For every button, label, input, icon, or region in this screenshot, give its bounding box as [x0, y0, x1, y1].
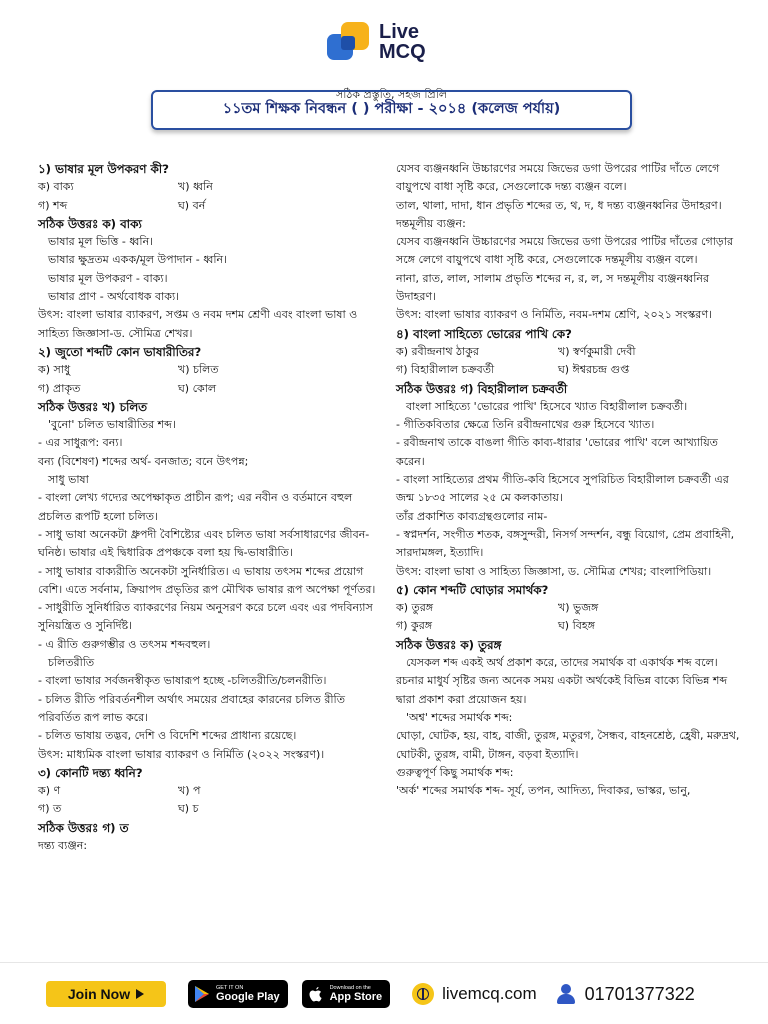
logo-line2: MCQ: [379, 41, 426, 63]
explanation-line: যেসকল শব্দ একই অর্থ প্রকাশ করে, তাদের সমার্থক বা একার্থক শব্দ বলে।: [406, 656, 718, 670]
question-3: ৩) কোনটি দন্ত্য ধ্বনি?: [38, 765, 143, 780]
explanation-line: ভাষার মূল ভিত্তি - ধ্বনি।: [48, 235, 154, 249]
source-line: উৎস: মাধ্যমিক বাংলা ভাষার ব্যাকরণ ও নির্মিতি (২০২২ সংস্করণ)।: [38, 747, 325, 761]
explanation-line: - বাংলা সাহিত্যের প্রথম গীতি-কবি হিসেবে সুপরিচিত বিহারীলাল চক্রবর্তী এর জন্ম ১৮৩৫ সালের ২৫ মে কলকাতায়।: [396, 473, 729, 505]
question-1: ১) ভাষার মূল উপকরণ কী?: [38, 162, 169, 176]
google-play-icon: [194, 986, 210, 1002]
google-play-small: GET IT ON: [216, 985, 244, 991]
explanation-line: তাঁর প্রকাশিত কাব্যগ্রন্থগুলোর নাম-: [396, 509, 548, 523]
subheading: সাধু ভাষা: [48, 473, 89, 487]
explanation-line: বন্য (বিশেষণ) শব্দের অর্থ- বনজাত; বনে উৎপন্ন;: [38, 454, 249, 468]
google-play-big: Google Play: [216, 991, 280, 1003]
option-a: ক) তুরঙ্গ: [396, 601, 434, 615]
explanation-line: দন্ত্য ব্যঞ্জন:: [38, 838, 88, 852]
explanation-line: - চলিত ভাষায় তদ্ভব, দেশি ও বিদেশি শব্দের প্রাধান্য রয়েছে।: [38, 729, 297, 743]
join-now-label: Join Now: [67, 986, 131, 1002]
explanation-line: 'বুনো' চলিত ভাষারীতির শব্দ।: [48, 418, 176, 432]
subheading: গুরুত্বপূর্ণ কিছু সমার্থক শব্দ:: [396, 765, 514, 779]
subheading: 'অশ্ব' শব্দের সমার্থক শব্দ:: [406, 710, 513, 724]
livemcq-logo: [323, 20, 463, 101]
option-c: গ) শব্দ: [38, 198, 68, 212]
explanation-line: - বাংলা লেখ্য গদ্যের অপেক্ষাকৃত প্রাচীন রূপ; এর নবীন ও বর্তমানে বহুল প্রচলিত রূপটি হলো চলিত।: [38, 491, 353, 523]
option-a: ক) সাধু: [38, 363, 71, 377]
explanation-line: নানা, রাত, লাল, সালাম প্রভৃতি শব্দের ন, র, ল, স দন্তমূলীয় ব্যঞ্জনধ্বনির উদাহরণ।: [396, 271, 710, 304]
question-2: ২) জুতো শব্দটি কোন ভাষারীতির?: [38, 344, 202, 359]
right-column: [396, 160, 746, 800]
answer-4: সঠিক উত্তরঃ গ) বিহারীলাল চক্রবর্তী: [396, 381, 568, 396]
option-d: ঘ) কোল: [178, 381, 217, 395]
option-a: ক) ণ: [38, 784, 61, 798]
logo-text: [379, 22, 426, 62]
subheading: চলিতরীতি: [48, 656, 95, 670]
option-d: ঘ) চ: [178, 802, 199, 816]
explanation-line: - রবীন্দ্রনাথ তাকে বাঙলা গীতি কাব্য-ধারার 'ভোরের পাখি' বলে আখ্যায়িত করেন।: [396, 436, 718, 468]
explanation-line: - স্বপ্নদর্শন, সংগীত শতক, বঙ্গসুন্দরী, নিসর্গ সন্দর্শন, বন্ধু বিয়োগ, প্রেম প্রবাহিনী, সারদামঙ্গল, ইত্যাদি।: [396, 527, 735, 560]
exam-title-box: [151, 90, 632, 130]
question-5-options: [396, 599, 746, 636]
option-c: গ) কুরঙ্গ: [396, 619, 433, 633]
question-4: ৪) বাংলা সাহিত্যে ভোরের পাখি কে?: [396, 326, 572, 341]
explanation-line: - গীতিকবিতার ক্ষেত্রে তিনি রবীন্দ্রনাথের গুরু হিসেবে খ্যাত।: [396, 418, 655, 432]
explanation-line: যেসব ব্যঞ্জনধ্বনি উচ্চারণের সময়ে জিভের ডগা উপরের পাটির দাঁতের গোড়ার সঙ্গে লেগে বায়ুপথে বাধা সৃষ্টি করে, সেগুলোকে দন্তমূলীয় ব্যঞ্জন বলে।: [396, 235, 734, 267]
option-b: খ) স্বর্ণকুমারী দেবী: [558, 344, 636, 358]
globe-icon: [412, 983, 434, 1005]
question-3-options: [38, 782, 378, 819]
explanation-line: তাল, থালা, দাদা, ধান প্রভৃতি শব্দের ত, থ, দ, ধ দন্ত্য ব্যঞ্জনধ্বনির উদাহরণ।: [396, 198, 722, 212]
explanation-line: - বাংলা ভাষার সর্বজনস্বীকৃত ভাষারূপ হচ্ছে -চলিতরীতি/চলনরীতি।: [38, 674, 327, 688]
question-5: ৫) কোন শব্দটি ঘোড়ার সমার্থক?: [396, 582, 549, 597]
option-a: ক) রবীন্দ্রনাথ ঠাকুর: [396, 344, 479, 358]
answer-2: সঠিক উত্তরঃ খ) চলিত: [38, 399, 147, 414]
explanation-line: - চলিত রীতি পরিবর্তনশীল অর্থাৎ সময়ের প্রবাহের কারনের চলিত রীতি পরিবর্তিত রূপ লাভ করে।: [38, 692, 345, 724]
logo-mark-icon: [327, 22, 373, 68]
apple-icon: [308, 986, 324, 1002]
option-d: ঘ) ঈশ্বরচন্দ্র গুপ্ত: [558, 363, 630, 377]
explanation-line: বাংলা সাহিত্যে 'ভোরের পাখি' হিসেবে খ্যাত বিহারীলাল চক্রবর্তী।: [406, 399, 688, 413]
exam-title: ১১তম শিক্ষক নিবন্ধন ( ) পরীক্ষা - ২০১৪ (কলেজ পর্যায়): [222, 101, 561, 117]
option-c: গ) বিহারীলাল চক্রবর্তী: [396, 363, 495, 377]
option-b: খ) ভুজঙ্গ: [558, 601, 599, 615]
option-b: খ) চলিত: [178, 363, 219, 377]
support-agent-icon: [555, 983, 577, 1005]
logo-line1: Live: [379, 21, 420, 43]
explanation-line: রচনার মাধুর্য সৃষ্টির জন্য অনেক সময় একটা অর্থকেই বিভিন্ন বাক্যে বিভিন্ন শব্দ দ্বারা প্রকাশ করা প্রয়োজন হয়।: [396, 674, 728, 706]
page-header: [0, 0, 768, 140]
phone-number[interactable]: 01701377322: [584, 983, 695, 1004]
explanation-line: ঘোড়া, ঘোটক, হয়, বাহ, বাজী, তুরঙ্গ, মতুরগ, সৈন্ধব, বাহনশ্রেষ্ঠ, হ্রেষী, মরুদ্রথ, ঘোটকী, তুরঙ্গ, বামী, টাঙ্গন, বড়বা ইত্যাদি।: [396, 729, 740, 761]
explanation-line: - সাধু ভাষার বাক্যরীতি অনেকটা সুনির্ধারিত। এ ভাষায় তৎসম শব্দের প্রয়োগ বেশি। এতে সর্বনাম, ক্রিয়াপদ প্রভৃতির রূপ মৌখিক ভাষার রূপ অপেক্ষা পূর্ণতর।: [38, 564, 376, 596]
explanation-line: - সাধু ভাষা অনেকটা ধ্রুপদী বৈশিষ্ট্যের এবং চলিত ভাষা সর্বসাধারণের জীবন-ঘনিষ্ঠ। ভাষার এই দ্বিধারিক প্রপঞ্চকে বলা হয় দ্বি-ভাষারীতি।: [38, 527, 370, 560]
subheading: দন্তমূলীয় ব্যঞ্জন:: [396, 216, 466, 230]
explanation-line: ভাষার প্রাণ - অর্থবোধক বাক্য।: [48, 290, 180, 304]
answer-3: সঠিক উত্তরঃ গ) ত: [38, 820, 129, 835]
google-play-button[interactable]: [188, 980, 288, 1008]
page-footer: [0, 962, 768, 1024]
answer-1: সঠিক উত্তরঃ ক) বাক্য: [38, 216, 142, 231]
explanation-line: ভাষার মূল উপকরণ - বাক্য।: [48, 271, 168, 285]
explanation-line: - এর সাধুরূপ: বন্য।: [38, 436, 123, 450]
question-1-options: [38, 178, 378, 215]
option-c: গ) ত: [38, 802, 62, 816]
explanation-line: - সাধুরীতি সুনির্ধারিত ব্যাকরণের নিয়ম অনুসরণ করে চলে এবং এর পদবিন্যাস সুনিয়ন্ত্রিত ও সুনির্দিষ্ট।: [38, 601, 373, 633]
app-store-button[interactable]: [302, 980, 391, 1008]
option-b: খ) প: [178, 784, 201, 798]
source-line: উৎস: বাংলা ভাষা ও সাহিত্য জিজ্ঞাসা, ড. সৌমিত্র শেখর; বাংলাপিডিয়া।: [396, 564, 712, 578]
app-store-small: Download on the: [329, 985, 371, 991]
app-store-big: App Store: [329, 991, 383, 1003]
logo-tagline: সঠিক প্রস্তুতি, সহজ প্রিলি: [336, 88, 448, 101]
explanation-line: - এ রীতি গুরুগম্ভীর ও তৎসম শব্দবহুল।: [38, 637, 211, 651]
option-d: ঘ) বর্ন: [178, 198, 206, 212]
option-a: ক) বাক্য: [38, 180, 74, 194]
option-c: গ) প্রাকৃত: [38, 381, 81, 395]
explanation-line: ভাষার ক্ষুদ্রতম একক/মূল উপাদান - ধ্বনি।: [48, 253, 228, 267]
answer-5: সঠিক উত্তরঃ ক) তুরঙ্গ: [396, 637, 502, 652]
source-line: উৎস: বাংলা ভাষার ব্যাকরণ ও নির্মিতি, নবম-দশম শ্রেণি, ২০২১ সংস্করণ।: [396, 308, 712, 322]
explanation-line: 'অর্ক' শব্দের সমার্থক শব্দ- সূর্য, তপন, আদিত্য, দিবাকর, ভাস্কর, ভানু,: [396, 784, 691, 798]
join-now-button[interactable]: [46, 981, 166, 1007]
website-link[interactable]: livemcq.com: [442, 984, 537, 1003]
question-4-options: [396, 343, 746, 380]
play-arrow-icon: [136, 989, 144, 999]
option-b: খ) ধ্বনি: [178, 180, 213, 194]
source-line: উৎস: বাংলা ভাষার ব্যাকরণ, সপ্তম ও নবম দশম শ্রেণী এবং বাংলা ভাষা ও সাহিত্য জিজ্ঞাসা-ড. সৌমিত্র শেখর।: [38, 308, 358, 340]
question-2-options: [38, 361, 378, 398]
explanation-line: যেসব ব্যঞ্জনধ্বনি উচ্চারণের সময়ে জিভের ডগা উপরের পাটির দাঁতে লেগে বায়ুপথে বাধা সৃষ্টি করে, সেগুলোকে দন্ত্য ব্যঞ্জন বলে।: [396, 162, 720, 194]
option-d: ঘ) বিহঙ্গ: [558, 619, 595, 633]
left-column: [38, 160, 378, 855]
